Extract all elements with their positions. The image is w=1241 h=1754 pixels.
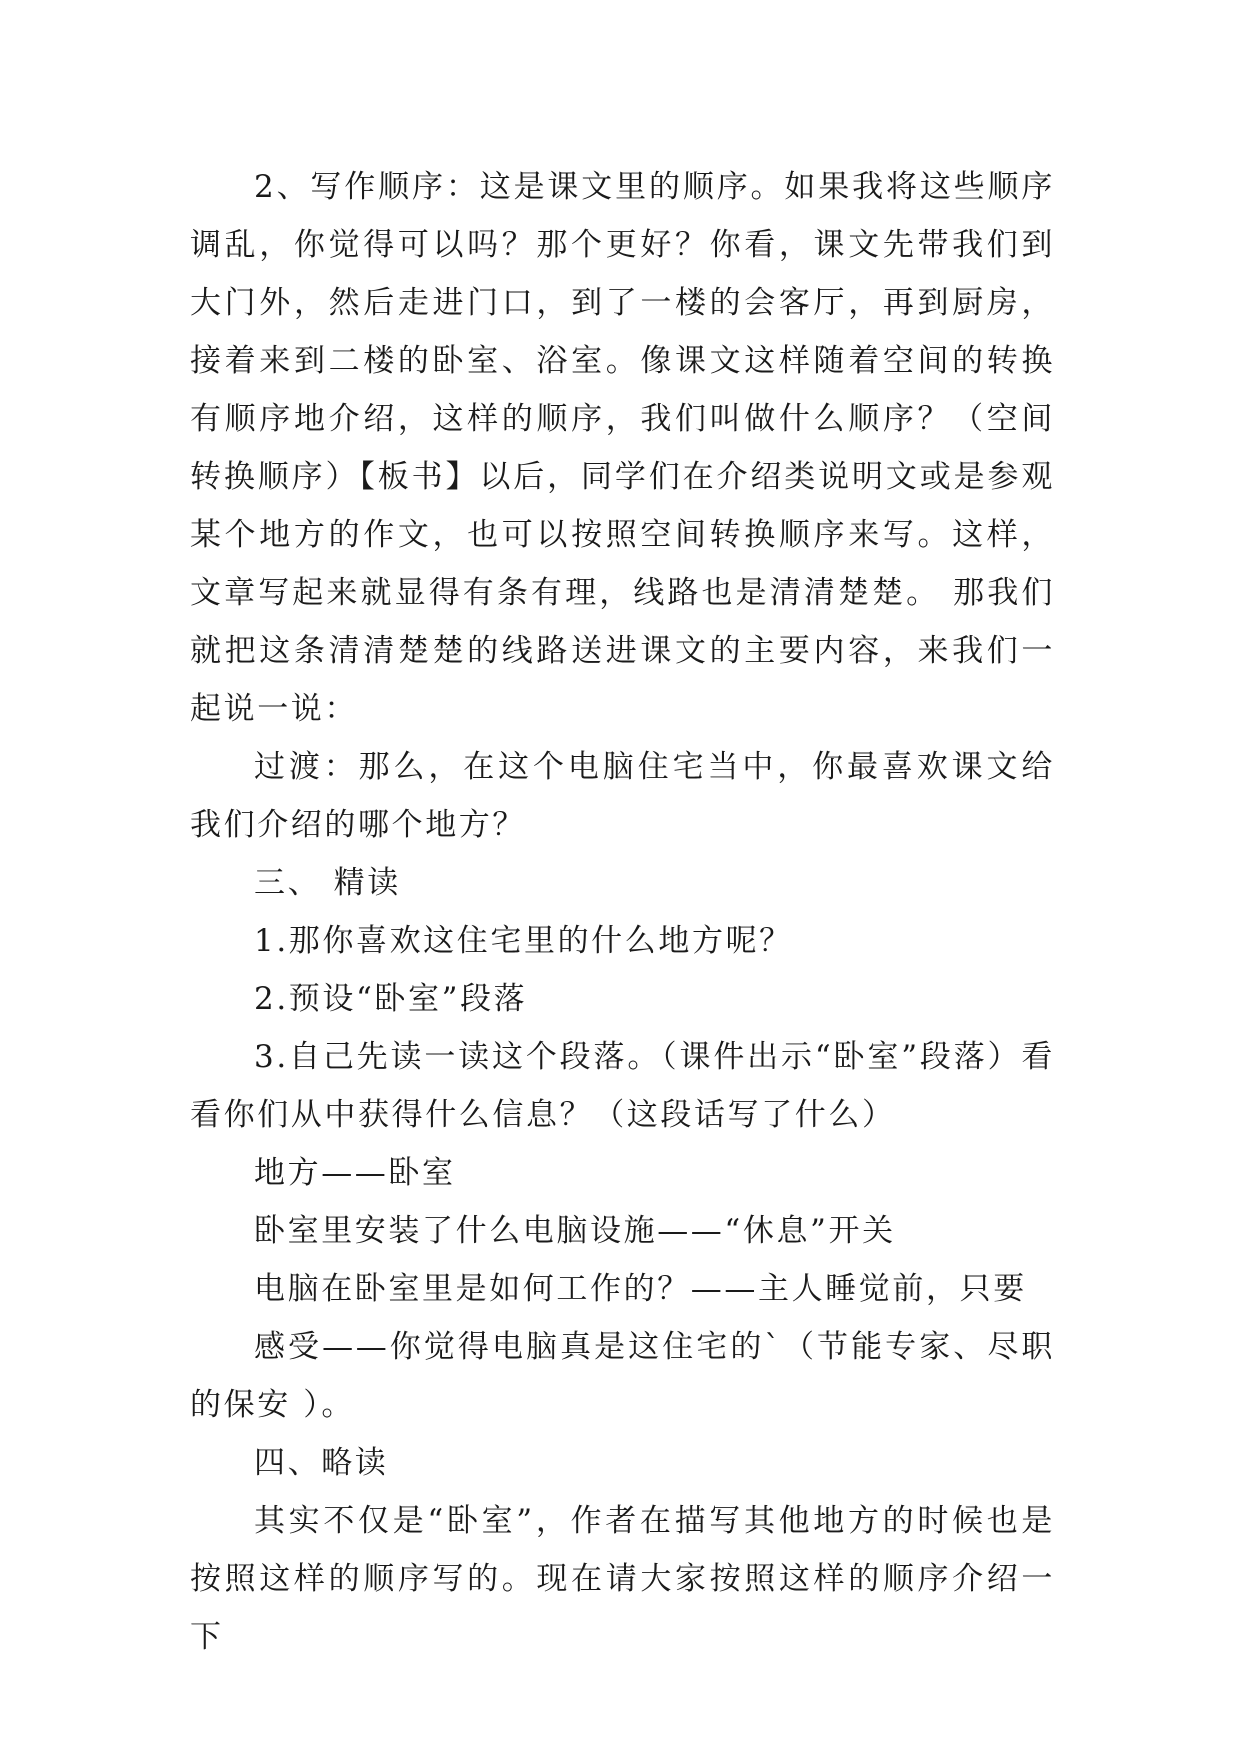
text-line: 地介绍，这样的顺序，我们叫做什么顺序？（空间转换顺序）	[190, 401, 1055, 495]
note-facility	[190, 1202, 1055, 1260]
paragraph-writing-order	[190, 158, 1055, 738]
document-page	[190, 158, 1055, 1666]
text-line: 作文，也可以按照空间转换顺序来写。这样，文章写起来就	[190, 517, 1056, 611]
list-item-1	[190, 912, 1055, 970]
text-line: 过渡：那么，在这个电脑住宅当中，你最喜欢课文给我	[190, 749, 1055, 843]
paragraph-skim-intro	[190, 1492, 1055, 1666]
text-line: 电脑在卧室里是如何工作的？——主人睡觉前，只要	[254, 1271, 1027, 1307]
list-item-3	[190, 1028, 1055, 1144]
text-line: 三、 精读	[254, 865, 401, 901]
paragraph-transition	[190, 738, 1055, 854]
text-line: 调乱，你觉得可以吗？那个更好？你看，课文先带我们到大	[190, 227, 1055, 321]
text-line: 2.预设“卧室”段落	[254, 981, 528, 1017]
list-item-2	[190, 970, 1055, 1028]
text-line: 1.那你喜欢这住宅里的什么地方呢？	[254, 923, 793, 959]
text-line: 显得有条有理，线路也是清清楚楚。 那我们就把这条清清	[190, 575, 1055, 669]
text-line: 门外，然后走进门口，到了一楼的会客厅，再到厨房，接着	[190, 285, 1055, 379]
text-line: 按照这样的顺序写的。现在请大家按照这样的顺序介绍一下	[190, 1561, 1055, 1655]
note-feeling	[190, 1318, 1055, 1434]
text-line: 卧室里安装了什么电脑设施——“休息”开关	[254, 1213, 896, 1249]
text-line: 其实不仅是“卧室”，作者在描写其他地方的时候也是	[254, 1503, 1055, 1539]
text-line: 来到二楼的卧室、浴室。像课文这样随着空间的转换有顺序	[190, 343, 1055, 437]
text-line: 2、写作顺序：这是课文里的顺序。如果我将这些顺序	[254, 169, 1055, 205]
note-place	[190, 1144, 1055, 1202]
text-line: 楚楚的线路送进课文的主要内容，来我们一起说一说：	[190, 633, 1055, 727]
text-line: 【板书】以后，同学们在介绍类说明文或是参观某个地方的	[190, 459, 1056, 553]
text-line: 3.自己先读一读这个段落。（课件出示“卧室”段落）	[254, 1039, 1022, 1075]
text-line: 的保安 ）。	[190, 1387, 355, 1423]
section-heading-intensive-reading	[190, 854, 1055, 912]
text-line: 地方——卧室	[254, 1155, 456, 1191]
note-how-works	[190, 1260, 1055, 1318]
text-line: 感受——你觉得电脑真是这住宅的`（节能专家、尽职	[254, 1329, 1055, 1365]
text-line: 们介绍的哪个地方？	[223, 807, 527, 843]
section-heading-skim-reading	[190, 1434, 1055, 1492]
text-line: 看看你们从中获得什么信息？（这段话写了什么）	[190, 1039, 1055, 1133]
text-line: 四、略读	[254, 1445, 389, 1481]
